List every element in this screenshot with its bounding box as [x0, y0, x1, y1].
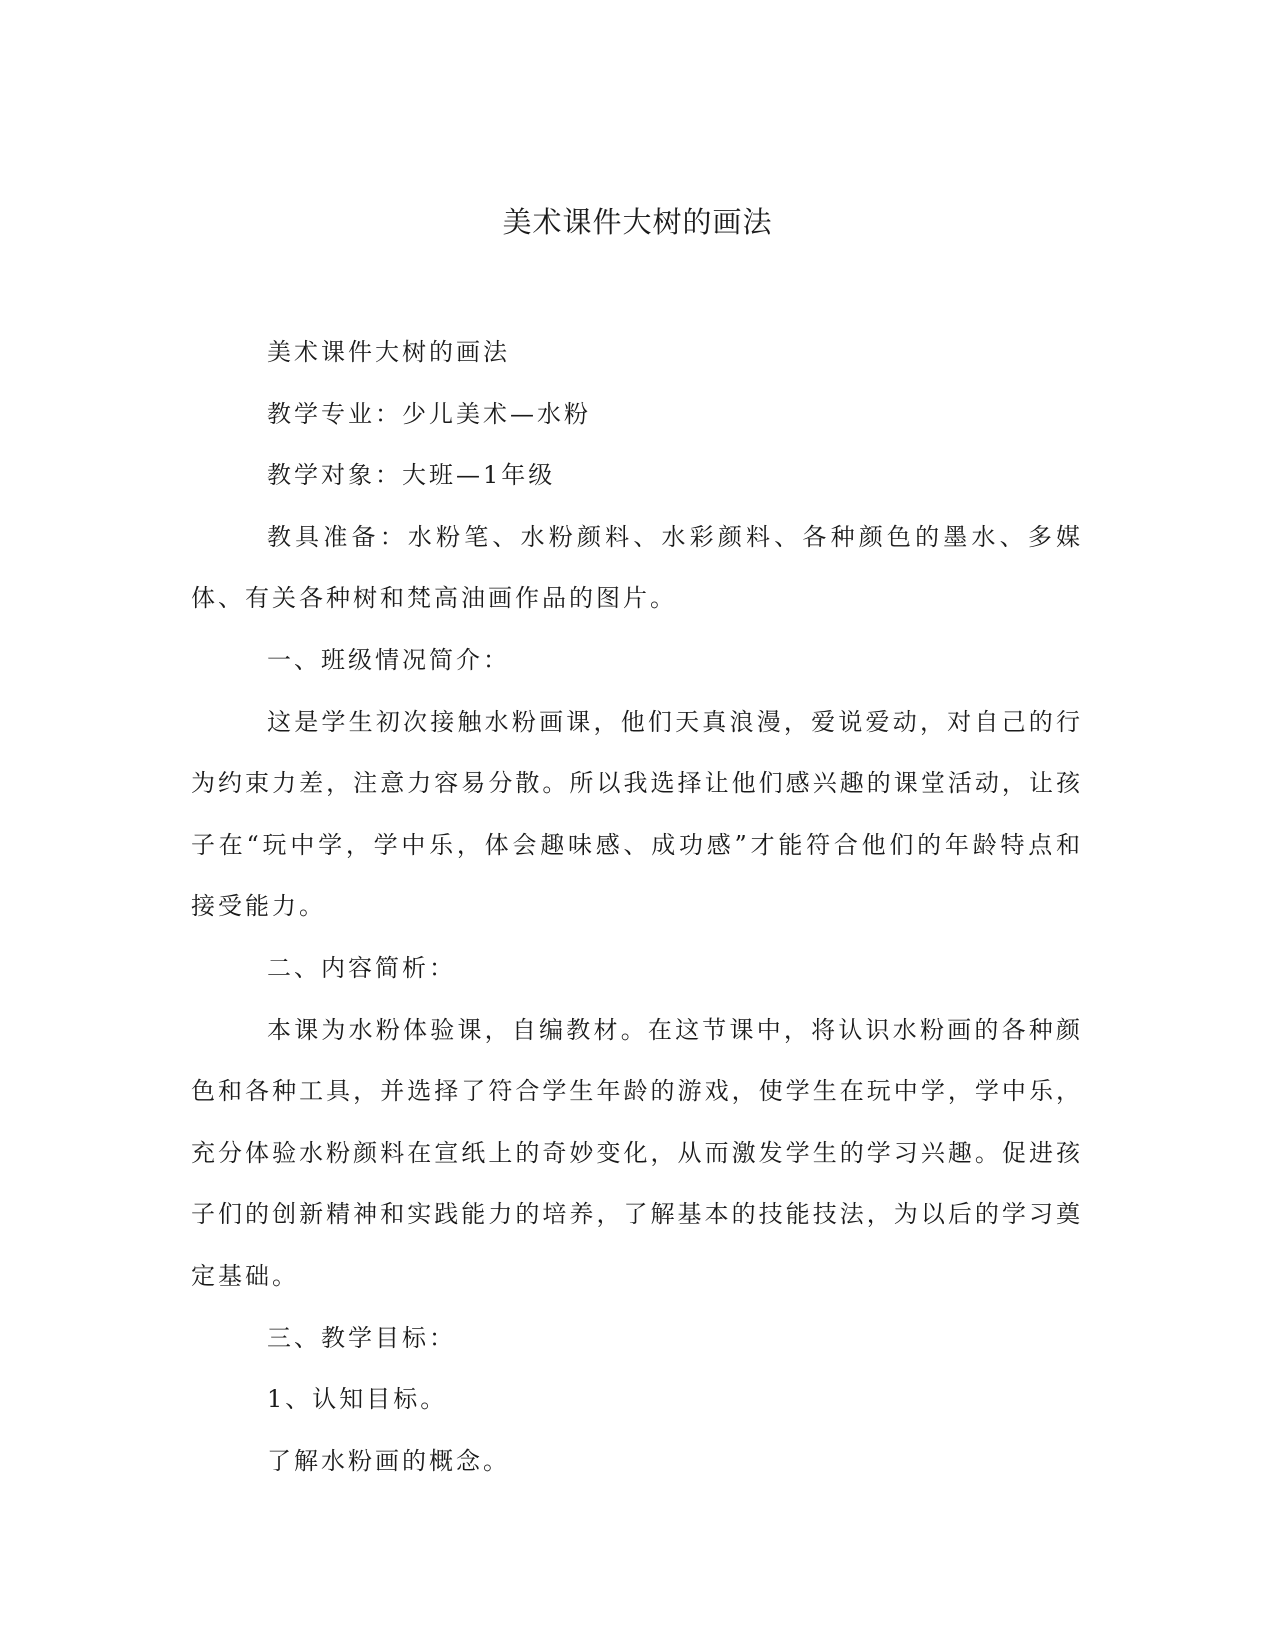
subheading-cognitive-goal: 1、认知目标。 [267, 1385, 448, 1414]
paragraph-teaching-audience: 教学对象：大班—1年级 [267, 461, 556, 490]
section-heading-class-overview: 一、班级情况简介： [267, 645, 510, 674]
section-heading-content-analysis: 二、内容简析： [267, 953, 456, 982]
document-body [191, 322, 1083, 1492]
paragraph-class-overview: 这是学生初次接触水粉画课，他们天真浪漫，爱说爱动，对自己的行为约束力差，注意力容易分散。所以我选择让他们感兴趣的课堂活动，让孩子在“玩中学，学中乐，体会趣味感、成功感”才能符合他们的年龄特点和接受能力。 [191, 707, 1083, 921]
document-title: 美术课件大树的画法 [502, 205, 773, 239]
paragraph-course-title: 美术课件大树的画法 [267, 338, 510, 366]
paragraph-teaching-materials: 教具准备：水粉笔、水粉颜料、水彩颜料、各种颜色的墨水、多媒体、有关各种树和梵高油画作品的图片。 [191, 522, 1083, 613]
paragraph-content-analysis: 本课为水粉体验课，自编教材。在这节课中，将认识水粉画的各种颜色和各种工具，并选择了符合学生年龄的游戏，使学生在玩中学，学中乐，充分体验水粉颜料在宣纸上的奇妙变化，从而激发学生的学习兴趣。促进孩子们的创新精神和实践能力的培养，了解基本的技能技法，为以后的学习奠定基础。 [191, 1015, 1083, 1290]
section-heading-teaching-goals: 三、教学目标： [267, 1323, 456, 1352]
paragraph-cognitive-goal: 了解水粉画的概念。 [267, 1446, 510, 1475]
paragraph-teaching-subject: 教学专业：少儿美术—水粉 [267, 399, 591, 428]
